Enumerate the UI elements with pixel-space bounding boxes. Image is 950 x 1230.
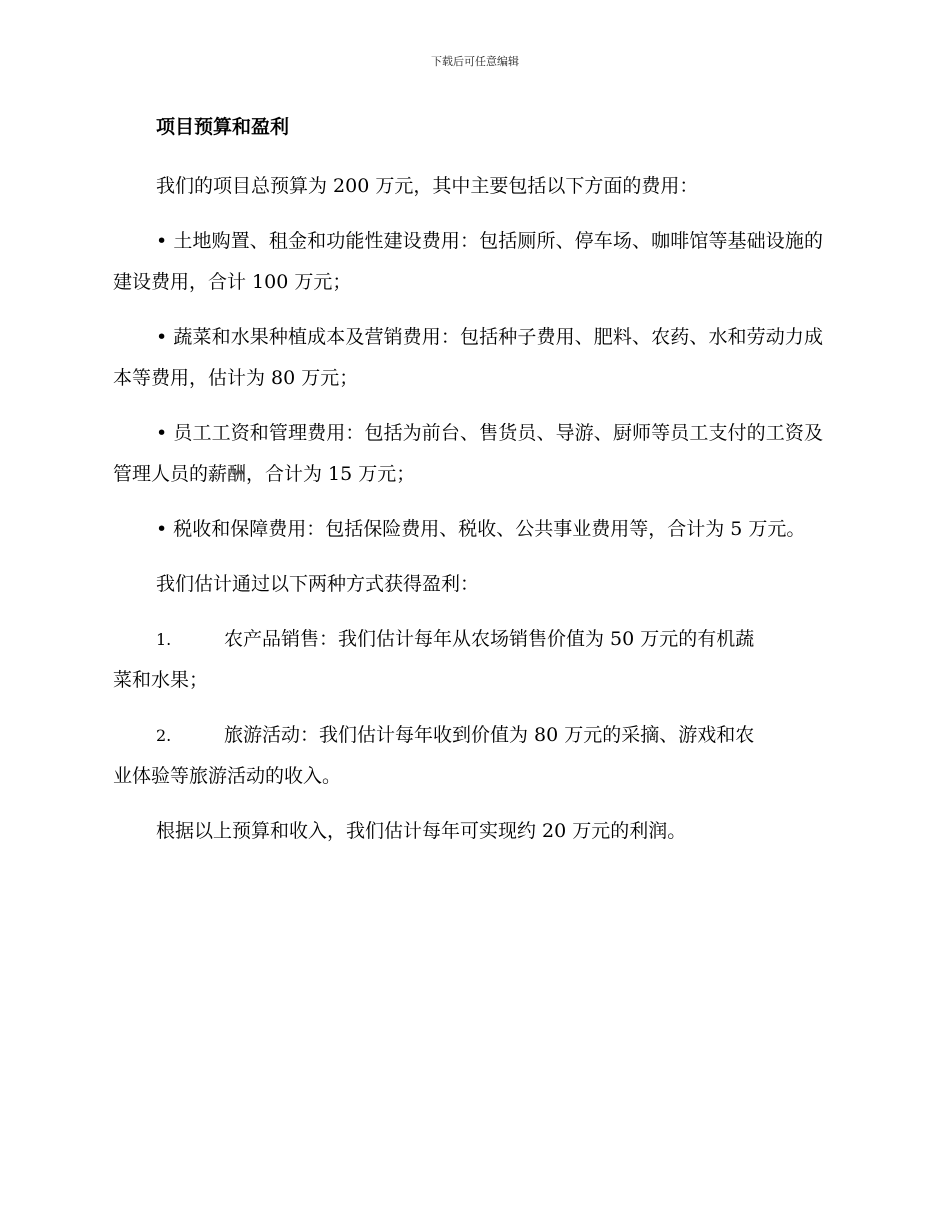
list-number: 1. [156, 630, 172, 649]
budget-intro: 我们的项目总预算为 200 万元，其中主要包括以下方面的费用： [156, 175, 699, 197]
profit-item-sales [113, 619, 823, 701]
profit-intro: 我们估计通过以下两种方式获得盈利： [156, 573, 480, 595]
budget-item-salary: • 员工工资和管理费用：包括为前台、售货员、导游、厨师等员工支付的工资及管理人员的薪酬，合计为 15 万元； [113, 422, 823, 485]
budget-item-land: • 土地购置、租金和功能性建设费用：包括厕所、停车场、咖啡馆等基础设施的建设费用，合计 100 万元； [113, 230, 823, 293]
list-text-line1: 农产品销售：我们估计每年从农场销售价值为 50 万元的有机蔬 [224, 628, 755, 650]
section-heading: 项目预算和盈利 [156, 116, 290, 138]
profit-conclusion: 根据以上预算和收入，我们估计每年可实现约 20 万元的利润。 [156, 820, 687, 842]
list-text-line1: 旅游活动：我们估计每年收到价值为 80 万元的采摘、游戏和农 [224, 724, 755, 746]
list-text-line2: 业体验等旅游活动的收入。 [113, 765, 342, 787]
budget-item-tax: • 税收和保障费用：包括保险费用、税收、公共事业费用等，合计为 5 万元。 [156, 518, 806, 540]
document-body [113, 110, 823, 866]
list-text-line2: 菜和水果； [113, 669, 209, 691]
profit-item-tourism [113, 715, 823, 797]
budget-item-planting: • 蔬菜和水果种植成本及营销费用：包括种子费用、肥料、农药、水和劳动力成本等费用，估计为 80 万元； [113, 326, 823, 389]
page-header: 下载后可任意编辑 [431, 55, 519, 68]
list-number: 2. [156, 726, 172, 745]
